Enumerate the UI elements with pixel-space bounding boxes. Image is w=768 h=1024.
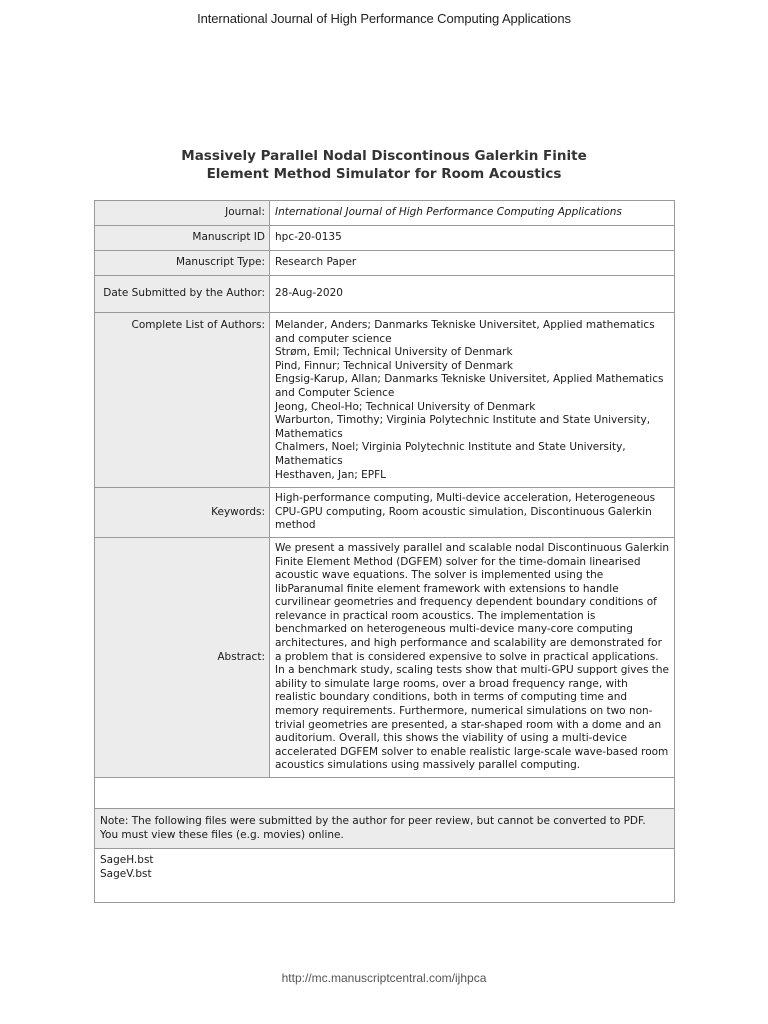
paper-title-line-2: Element Method Simulator for Room Acoustics: [206, 166, 562, 182]
date-submitted-label: Date Submitted by the Author:: [95, 276, 270, 313]
paper-title: [84, 147, 684, 183]
abstract-row: [95, 537, 675, 777]
paper-title-line-1: Massively Parallel Nodal Discontinous Galerkin Finite: [181, 148, 587, 164]
author-entry: Engsig-Karup, Allan; Danmarks Tekniske Universitet, Applied Mathematics and Computer Science: [275, 373, 664, 399]
empty-cell: [95, 778, 675, 809]
file-name: SageH.bst: [100, 854, 154, 867]
manuscript-type-value: Research Paper: [270, 251, 675, 276]
journal-value: International Journal of High Performance Computing Applications: [270, 201, 675, 226]
journal-row: [95, 201, 675, 226]
manuscript-info-table: [94, 200, 675, 903]
authors-list: [270, 313, 675, 488]
abstract-value: We present a massively parallel and scalable nodal Discontinuous Galerkin Finite Element Method (DGFEM) solver for the time-domain linearised acoustic wave equations. The solver is implemented using the libParanumal finite element framework with extensions to handle curvilinear geometries and frequency dependent boundary conditions of relevance in practical room acoustics. The implementation is benchmarked on heterogeneous multi-device many-core computing architectures, and high performance and scalability are demonstrated for a problem that is considered expensive to solve in practical applications. In a benchmark study, scaling tests show that multi-GPU support gives the ability to simulate large rooms, over a broad frequency range, with realistic boundary conditions, both in terms of computing time and memory requirements. Furthermore, numerical simulations on two non-trivial geometries are presented, a star-shaped room with a dome and an auditorium. Overall, this shows the viability of using a multi-device accelerated DGFEM solver to enable realistic large-scale wave-based room acoustics simulations using massively parallel computing.: [270, 537, 675, 777]
authors-label: Complete List of Authors:: [95, 313, 270, 488]
author-entry: Melander, Anders; Danmarks Tekniske Universitet, Applied mathematics and computer science: [275, 319, 655, 345]
date-submitted-value: 28-Aug-2020: [270, 276, 675, 313]
author-entry: Hesthaven, Jan; EPFL: [275, 468, 386, 481]
footer-url: http://mc.manuscriptcentral.com/ijhpca: [281, 971, 487, 985]
note-row: [95, 809, 675, 849]
author-entry: Pind, Finnur; Technical University of Denmark: [275, 359, 513, 372]
author-entry: Warburton, Timothy; Virginia Polytechnic Institute and State University, Mathematics: [275, 414, 651, 440]
manuscript-type-label: Manuscript Type:: [95, 251, 270, 276]
journal-header: International Journal of High Performance Computing Applications: [197, 11, 571, 26]
abstract-label: Abstract:: [95, 537, 270, 777]
manuscript-type-row: [95, 251, 675, 276]
files-row: [95, 849, 675, 903]
journal-label: Journal:: [95, 201, 270, 226]
authors-row: [95, 313, 675, 488]
manuscript-id-label: Manuscript ID: [95, 226, 270, 251]
author-entry: Jeong, Cheol-Ho; Technical University of Denmark: [275, 400, 536, 413]
empty-row: [95, 778, 675, 809]
author-entry: Strøm, Emil; Technical University of Denmark: [275, 346, 513, 359]
file-name: SageV.bst: [100, 867, 152, 880]
note-line-2: You must view these files (e.g. movies) online.: [100, 828, 344, 841]
keywords-value: High-performance computing, Multi-device acceleration, Heterogeneous CPU-GPU computing, Room acoustic simulation, Discontinuous Galerkin method: [270, 488, 675, 538]
manuscript-id-row: [95, 226, 675, 251]
keywords-label: Keywords:: [95, 488, 270, 538]
note-line-1: Note: The following files were submitted by the author for peer review, but cannot be converted to PDF.: [100, 815, 646, 827]
author-entry: Chalmers, Noel; Virginia Polytechnic Institute and State University, Mathematics: [275, 441, 626, 467]
keywords-row: [95, 488, 675, 538]
files-list: [95, 849, 675, 903]
note-text: [95, 809, 675, 849]
manuscript-id-value: hpc-20-0135: [270, 226, 675, 251]
date-submitted-row: [95, 276, 675, 313]
